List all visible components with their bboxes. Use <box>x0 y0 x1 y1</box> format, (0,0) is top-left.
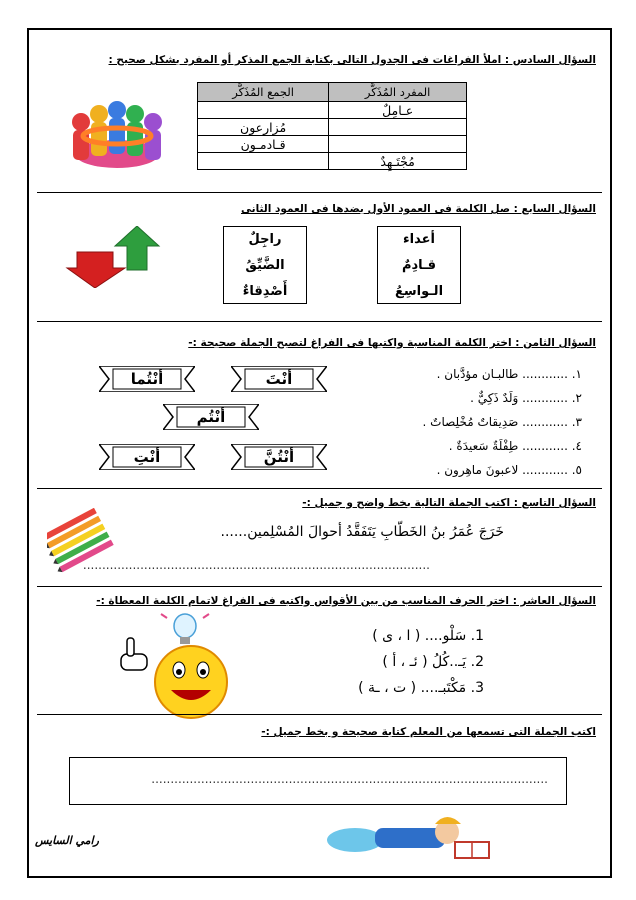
option-label: أنْتُنَّ <box>263 448 295 466</box>
q9-writing-line[interactable]: ........................................................................................... <box>82 558 430 572</box>
divider <box>37 192 602 193</box>
people-circle-illustration <box>67 92 167 172</box>
opposite-arrows-icon <box>65 226 175 288</box>
q7-title: السؤال السابع : صل الكلمة فى العمود الأول بضدها فى العمود الثانى <box>241 203 596 215</box>
cell[interactable] <box>329 119 467 136</box>
q8-sentence: ١. ............ طالبـان مؤدَّبان . <box>436 367 582 381</box>
smiley-lightbulb-illustration <box>107 610 247 722</box>
q9-title: السؤال التاسع : اكتب الجملة التالية بخط واضح و جميل :- <box>302 497 596 509</box>
divider <box>37 321 602 322</box>
reading-child-illustration <box>315 810 505 870</box>
header-singular: المفرد المُذَكَّر <box>329 83 467 102</box>
option-anta[interactable] <box>231 366 327 392</box>
cell: مُجْتَـهِدٌ <box>329 153 467 170</box>
q8-title: السؤال الثامن : اختر الكلمة المناسبة واكتبها فى الفراغ لتصبح الجملة صحيحة :- <box>188 337 596 349</box>
cell[interactable] <box>329 136 467 153</box>
col1-word[interactable]: الـواسِعُ <box>394 284 444 299</box>
cell: مُزارعون <box>198 119 329 136</box>
col2-word[interactable]: راجِلٌ <box>248 232 282 247</box>
dictation-writing-line[interactable]: ........................................................................................................ <box>151 772 548 786</box>
option-label: أنْتَ <box>265 370 293 388</box>
cell: عـامِلٌ <box>329 102 467 119</box>
option-label: أنْتِ <box>133 448 161 466</box>
divider <box>37 488 602 489</box>
q10-item: 1. سَلْو.... ( ا ، ى ) <box>372 628 484 644</box>
q8-sentence: ٥. ............ لاعبونَ ماهِرون . <box>436 463 582 477</box>
q10-item: 2. يَـ..كُلُ ( ئـ ، أ ) <box>382 654 484 670</box>
divider <box>37 714 602 715</box>
q8-sentence: ٢. ............ وَلَدٌ ذَكِيٌّ . <box>470 391 582 405</box>
dictation-title: اكتب الجملة التى تسمعها من المعلم كتابة صحيحة و بخط جميل :- <box>261 726 596 738</box>
option-antunna[interactable] <box>231 444 327 470</box>
option-label: أنْتُم <box>196 408 226 426</box>
q8-sentence: ٤. ............ طِفْلَةٌ سَعيدَةٌ . <box>448 439 582 453</box>
cell[interactable] <box>198 102 329 119</box>
signature: رامي السايس <box>35 834 99 847</box>
q6-table <box>197 82 467 170</box>
q7-column-2 <box>223 226 307 304</box>
q10-title: السؤال العاشر : اختر الحرف المناسب من بين الأقواس واكتبه فى الفراغ لاتمام الكلمة المعطاة :- <box>96 595 596 607</box>
option-antuma[interactable] <box>99 366 195 392</box>
option-antum[interactable] <box>163 404 259 430</box>
q6-title: السؤال السادس : املأ الفراغات فى الجدول التالى بكتابة الجمع المذكر أو المفرد بشكل صحيح : <box>108 54 596 66</box>
q8-sentence: ٣. ............ صَدِيقاتٌ مُخْلِصاتٌ . <box>422 415 582 429</box>
q7-column-1 <box>377 226 461 304</box>
dictation-box[interactable] <box>69 757 567 805</box>
option-label: أنْتُما <box>130 370 164 388</box>
worksheet-frame <box>27 28 612 878</box>
header-plural: الجمع المُذَكَّر <box>198 83 329 102</box>
q9-sentence: خَرَجَ عُمَرُ بنُ الخَطّابِ يَتَفَقَّدُ أحوالَ المُسْلِمين...... <box>220 524 504 540</box>
cell[interactable] <box>198 153 329 170</box>
col2-word[interactable]: الضَّيِّقُ <box>245 258 285 273</box>
col2-word[interactable]: أَصْدِقاءٌ <box>242 284 288 299</box>
q10-item: 3. مَكْتَبـ.... ( ت ، ـة ) <box>358 680 484 696</box>
col1-word[interactable]: قـادِمٌ <box>401 258 437 273</box>
divider <box>37 586 602 587</box>
col1-word[interactable]: أعداء <box>403 232 435 247</box>
cell: قـادمـون <box>198 136 329 153</box>
option-anti[interactable] <box>99 444 195 470</box>
